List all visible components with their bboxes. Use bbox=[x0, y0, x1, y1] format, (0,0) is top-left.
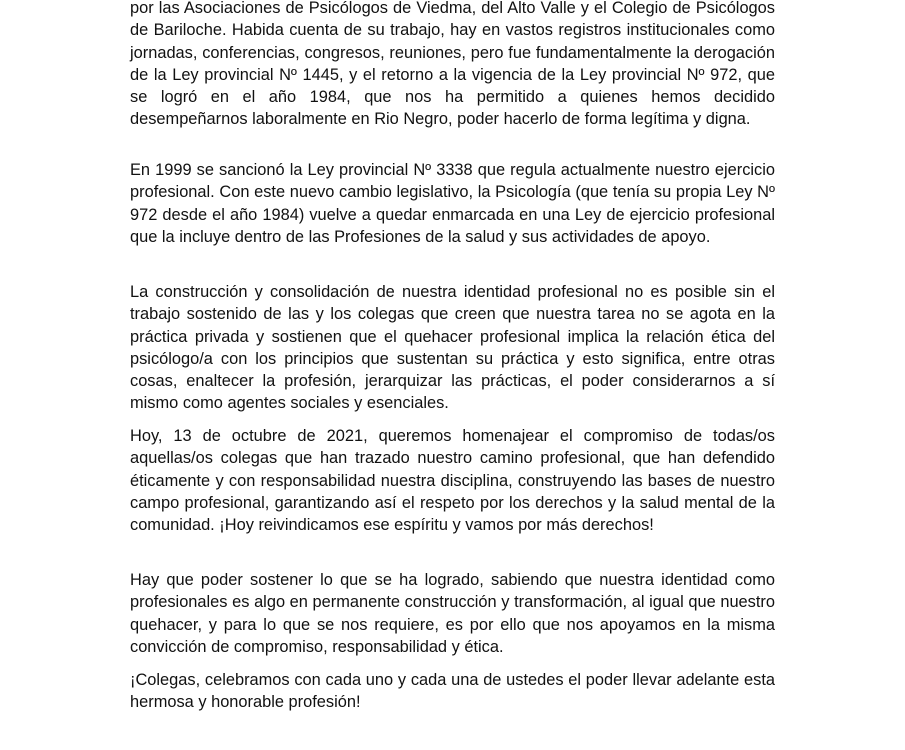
paragraph-celebration: ¡Colegas, celebramos con cada uno y cada una de ustedes el poder llevar adelante esta hermosa y honorable profesión! bbox=[130, 671, 775, 712]
paragraph-associations-history: por las Asociaciones de Psicólogos de Viedma, del Alto Valle y el Colegio de Psicólogos de Bariloche. Habida cuenta de su trabajo, hay en vastos registros institucionales como jornadas, conferencias, congresos, reuniones, pero fue fundamentalmente la derogación de la Ley provincial Nº 1445, y el retorno a la vigencia de la Ley provincial Nº 972, que se logró en el año 1984, que nos ha permitido a quienes hemos decidido desempeñarnos laboralmente en Rio Negro, poder hacerlo de forma legítima y digna. bbox=[130, 0, 775, 129]
paragraph-law-3338: En 1999 se sancionó la Ley provincial Nº 3338 que regula actualmente nuestro ejercicio profesional. Con este nuevo cambio legislativo, la Psicología (que tenía su propia Ley Nº 972 desde el año 1984) vuelve a quedar enmarcada en una Ley de ejercicio profesional que la incluye dentro de las Profesiones de la salud y sus actividades de apoyo. bbox=[130, 161, 775, 246]
paragraph-homage: Hoy, 13 de octubre de 2021, queremos homenajear el compromiso de todas/os aquellas/os colegas que han trazado nuestro camino profesional, que han defendido éticamente y con responsabilidad nuestra disciplina, construyendo las bases de nuestro campo profesional, garantizando así el respeto por los derechos y la salud mental de la comunidad. ¡Hoy reivindicamos ese espíritu y vamos por más derechos! bbox=[130, 427, 775, 535]
paragraph-sustain-achievements: Hay que poder sostener lo que se ha logrado, sabiendo que nuestra identidad como profesionales es algo en permanente construcción y transformación, al igual que nuestro quehacer, y para lo que se nos requiere, es por ello que nos apoyamos en la misma convicción de compromiso, responsabilidad y ética. bbox=[130, 571, 775, 656]
paragraph-professional-identity: La construcción y consolidación de nuestra identidad profesional no es posible sin el trabajo sostenido de las y los colegas que creen que nuestra tarea no se agota en la práctica privada y sostienen que el quehacer profesional implica la relación ética del psicólogo/a con los principios que sustentan su práctica y esto significa, entre otras cosas, enaltecer la profesión, jerarquizar las prácticas, el poder considerarnos a sí mismo como agentes sociales y esenciales. bbox=[130, 283, 775, 413]
